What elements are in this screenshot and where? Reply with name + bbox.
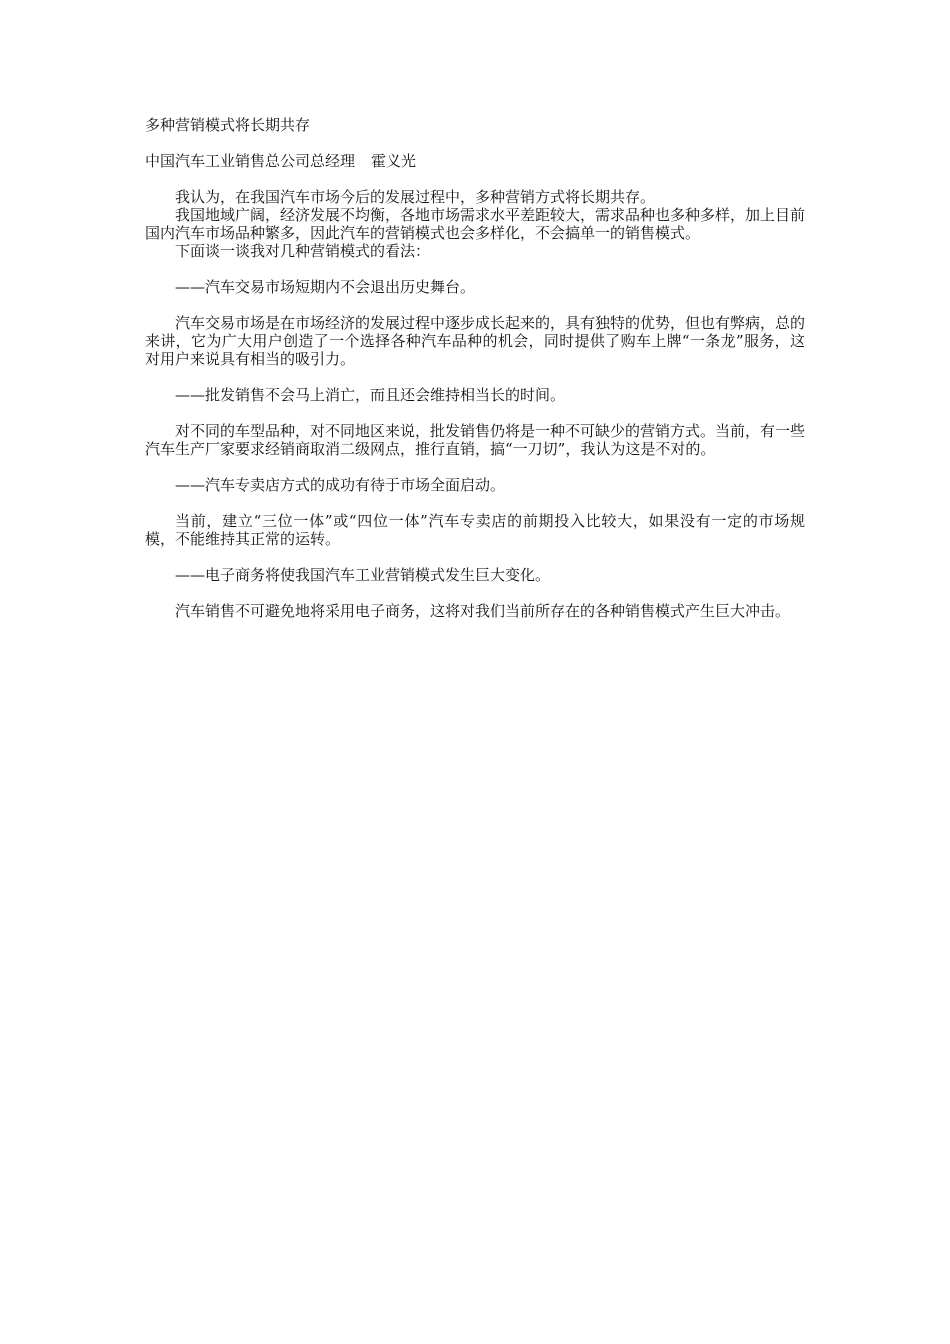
section-heading-ecommerce: ——电子商务将使我国汽车工业营销模式发生巨大变化。 [175,566,551,584]
paragraph-intro: 我认为，在我国汽车市场今后的发展过程中，多种营销方式将长期共存。 [175,188,656,206]
section-heading-trading-market: ——汽车交易市场短期内不会退出历史舞台。 [175,278,476,296]
author-organization: 中国汽车工业销售总公司总经理 [145,152,356,170]
document-body [145,116,805,620]
paragraph-background: 我国地域广阔，经济发展不均衡，各地市场需求水平差距较大，需求品种也多种多样，加上目前国内汽车市场品种繁多，因此汽车的营销模式也会多样化，不会搞单一的销售模式。 [145,206,806,242]
paragraph-lead-in: 下面谈一谈我对几种营销模式的看法： [175,242,431,260]
section-heading-wholesale: ——批发销售不会马上消亡，而且还会维持相当长的时间。 [175,386,566,404]
document-title: 多种营销模式将长期共存 [145,116,311,134]
section-heading-dealership: ——汽车专卖店方式的成功有待于市场全面启动。 [175,476,506,494]
paragraph-ecommerce: 汽车销售不可避免地将采用电子商务，这将对我们当前所存在的各种销售模式产生巨大冲击。 [175,602,791,620]
paragraph-dealership: 当前，建立“三位一体”或“四位一体”汽车专卖店的前期投入比较大，如果没有一定的市场规模，不能维持其正常的运转。 [145,512,805,548]
paragraph-wholesale: 对不同的车型品种，对不同地区来说，批发销售仍将是一种不可缺少的营销方式。当前，有一些汽车生产厂家要求经销商取消二级网点，推行直销，搞“一刀切”，我认为这是不对的。 [145,422,806,458]
author-name: 霍义光 [371,152,417,170]
paragraph-trading-market: 汽车交易市场是在市场经济的发展过程中逐步成长起来的，具有独特的优势，但也有弊病，总的来讲，它为广大用户创造了一个选择各种汽车品种的机会，同时提供了购车上牌“一条龙”服务，这对用户来说具有相当的吸引力。 [145,314,806,368]
author-line [145,152,805,170]
